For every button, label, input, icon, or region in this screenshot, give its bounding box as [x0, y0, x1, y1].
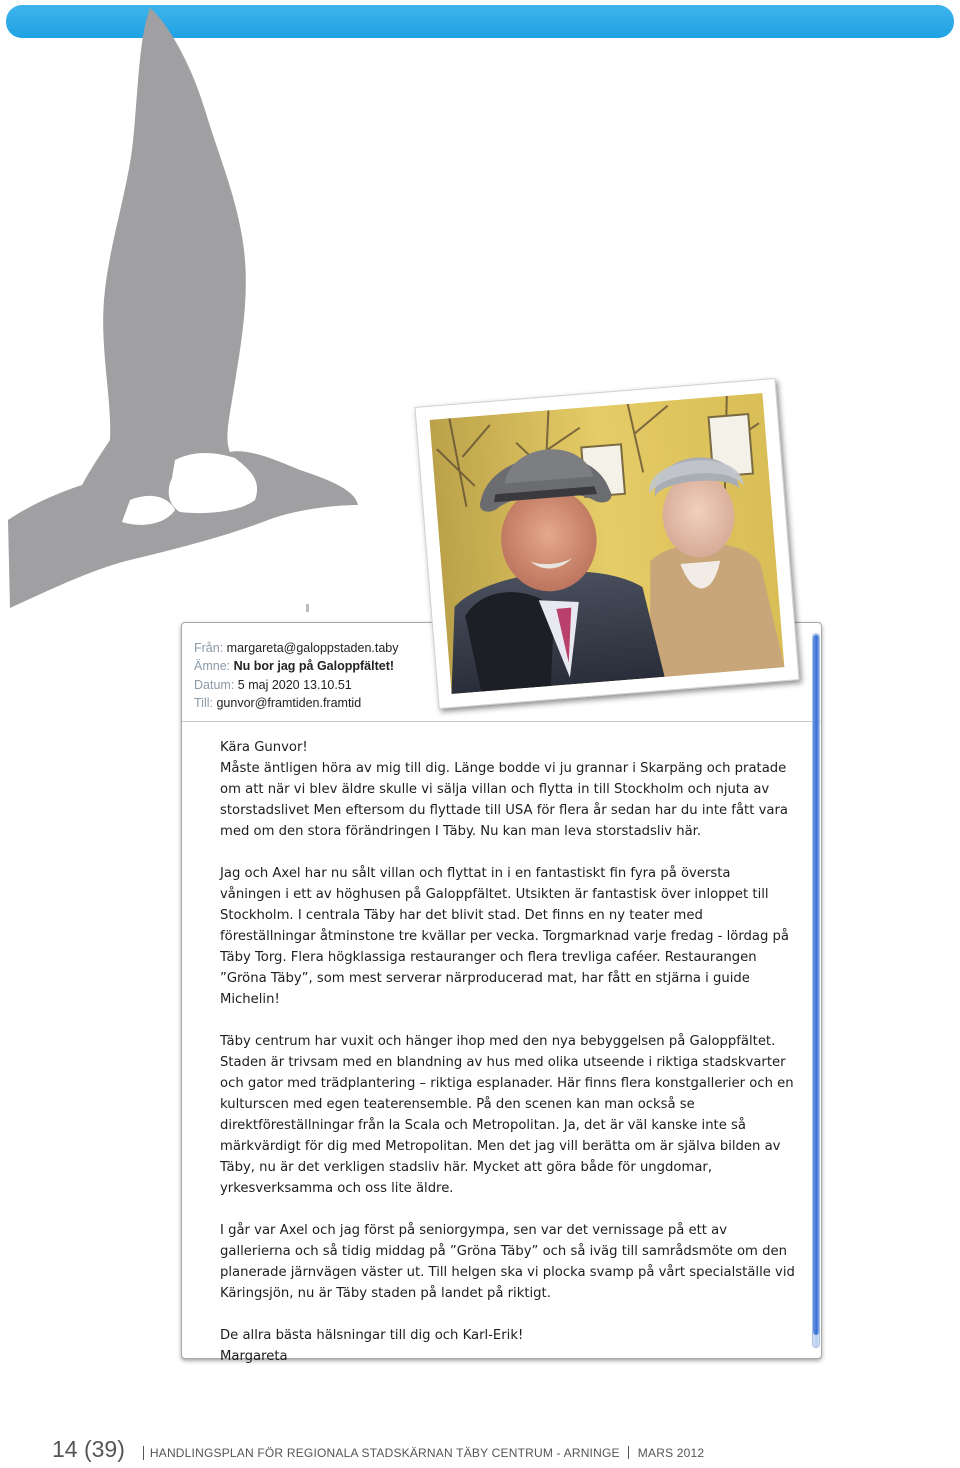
elderly-couple-photo — [430, 393, 785, 694]
footer-document-title — [143, 1446, 704, 1460]
date-value: 5 maj 2020 13.10.51 — [237, 677, 352, 692]
footer-doc-title: HANDLINGSPLAN FÖR REGIONALA STADSKÄRNAN TÄBY CENTRUM - ARNINGE — [149, 1446, 620, 1460]
page-footer — [52, 1436, 704, 1468]
subject-label: Ämne: — [194, 659, 231, 674]
greeting: Kära Gunvor! — [220, 740, 308, 755]
email-window — [181, 622, 822, 1364]
scrollbar-thumb[interactable] — [813, 635, 819, 1335]
to-label: Till: — [194, 695, 213, 710]
to-value[interactable]: gunvor@framtiden.framtid — [216, 695, 362, 710]
paragraph-3: Täby centrum har vuxit och hänger ihop med den nya bebyggelsen på Galoppfältet. Staden är trivsam med en blandning av hus med olika utseende i riktiga stadskvarter och gator med trädplantering – riktiga esplanader. Här finns flera konstgallerier och en kulturscen med egen teaterensemble. På den scenen kan man också se direktföreställningar från la Scala och Metropolitan. Ja, det är väl kanske inte så märkvärdigt för dig med Metropolitan. Men det jag vill berätta om är själva bilden av Täby, nu är det verkligen stadsliv här. Mycket att göra både för ungdomar, yrkesverksamma och oss lite äldre. — [220, 1034, 794, 1196]
from-row — [194, 639, 399, 657]
horse-rider-silhouette-graphic — [0, 0, 400, 620]
email-body — [220, 737, 795, 1367]
paragraph-1: Måste äntligen höra av mig till dig. Länge bodde vi ju grannar i Skarpäng och pratade om att när vi blev äldre skulle vi sälja villan och flytta in till Stockholm och njuta av storstadslivet Men eftersom du flyttade till USA för flera år sedan har du inte fått vara med om den stora förändringen I Täby. Nu kan man leva storstadsliv här. — [220, 761, 788, 839]
signature: Margareta — [220, 1349, 288, 1364]
page-number: 14 (39) — [52, 1436, 125, 1462]
photo-frame — [414, 378, 799, 709]
subject-row — [194, 657, 399, 675]
date-row — [194, 676, 399, 694]
email-header — [194, 639, 399, 712]
paragraph-2: Jag och Axel har nu sålt villan och flyttat in i en fantastiskt fin fyra på översta våningen i ett av höghusen på Galoppfältet. Utsikten är fantastisk över inloppet till Stockholm. I centrala Täby har det blivit stad. Det finns en ny teater med föreställningar åtminstone tre kvällar per vecka. Torgmarknad varje fredag - lördag på Täby Torg. Flera högklassiga restauranger och flera trevliga caféer. Restaurangen ”Gröna Täby”, som mest serverar närproducerad mat, har fått en stjärna i guide Michelin! — [220, 866, 789, 1007]
paragraph-4: I går var Axel och jag först på seniorgympa, sen var det vernissage på ett av gallerierna och så tidig middag på ”Gröna Täby” och så iväg till samrådsmöte om den planerade järnvägen väster ut. Till helgen ska vi plocka svamp på vårt specialställe vid Käringsjön, nu är Täby staden på landet på riktigt. — [220, 1223, 795, 1301]
to-row — [194, 694, 399, 712]
subject-value: Nu bor jag på Galoppfältet! — [233, 659, 395, 674]
header-divider — [182, 721, 821, 722]
from-label: Från: — [194, 641, 224, 655]
from-value[interactable]: margareta@galoppstaden.taby — [226, 641, 399, 655]
closing: De allra bästa hälsningar till dig och Karl-Erik! — [220, 1328, 524, 1343]
date-label: Datum: — [194, 677, 235, 692]
footer-doc-date: MARS 2012 — [637, 1446, 705, 1460]
footer-separator — [628, 1446, 629, 1459]
